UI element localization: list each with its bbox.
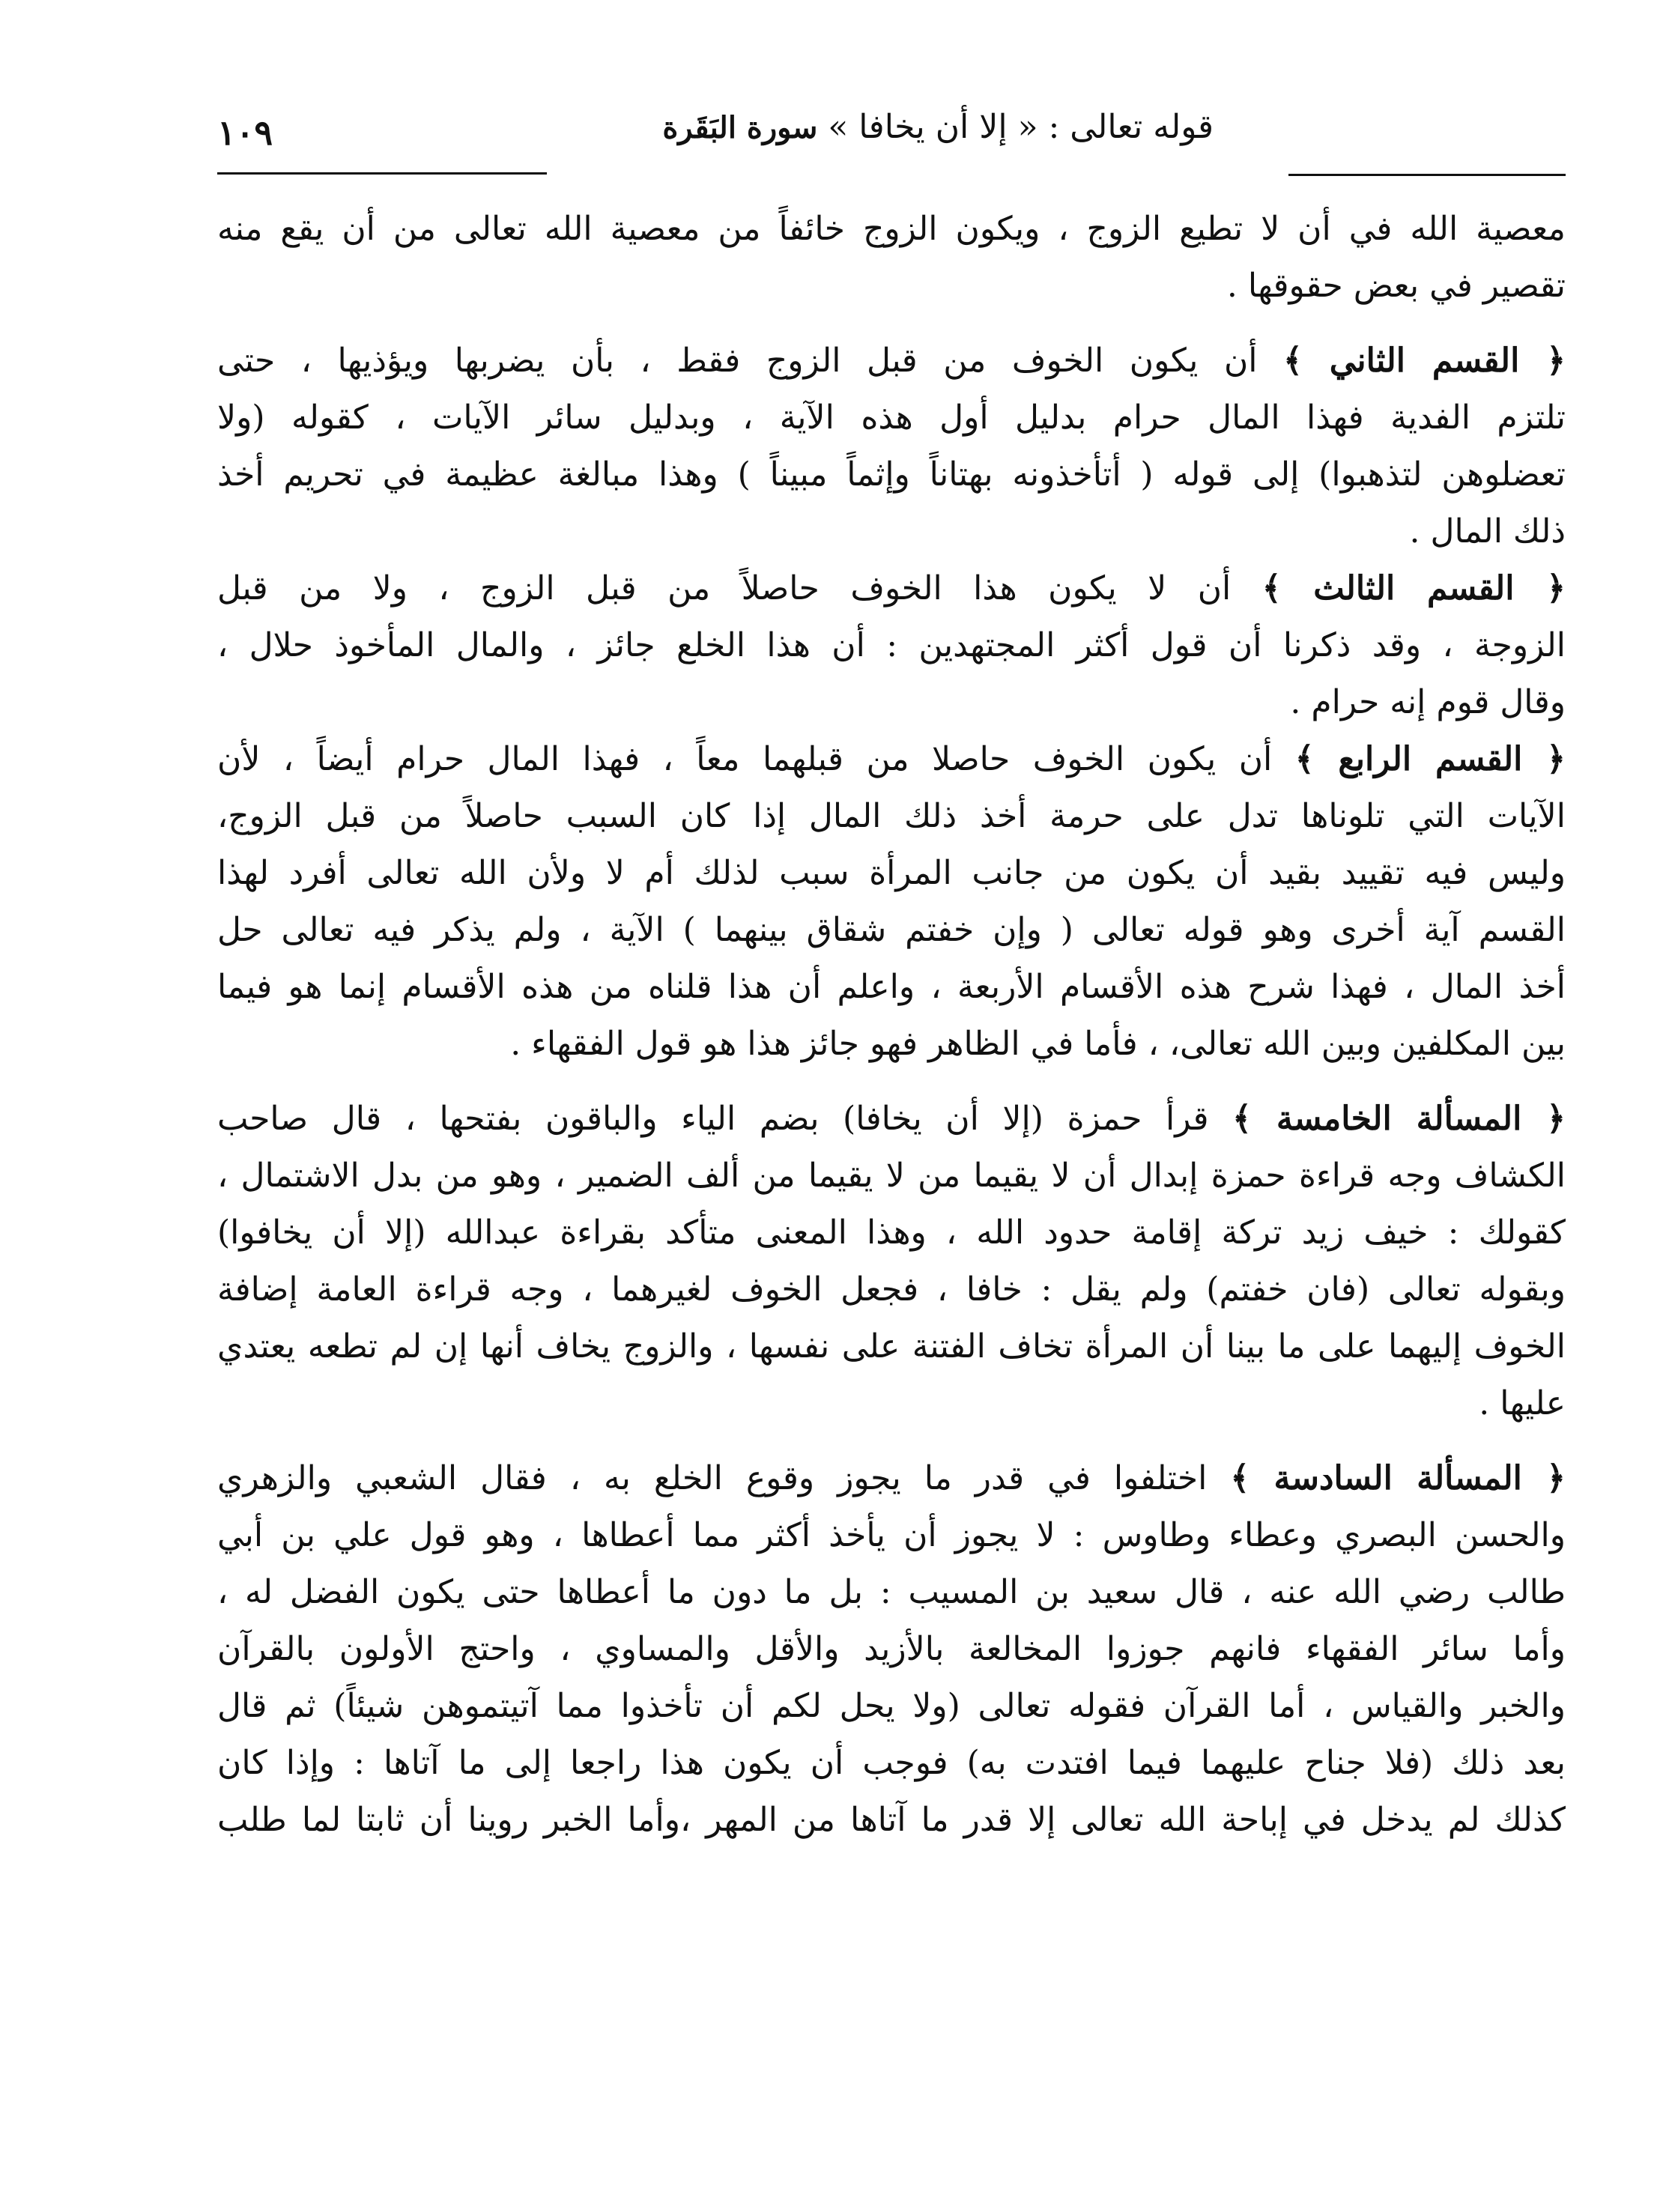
text-line: الزوجة ، وقد ذكرنا أن قول أكثر المجتهدين : أن هذا الخلع جائز ، والمال المأخوذ حلال ،: [217, 626, 1566, 664]
surah-name: سورة البَقَرة: [662, 110, 818, 145]
page-header: [217, 105, 1566, 180]
text-line: والحسن البصري وعطاء وطاوس : لا يجوز أن يأخذ أكثر مما أعطاها ، وهو قول علي بن أبي: [217, 1516, 1566, 1554]
section-heading: ﴿ القسم الثالث ﴾: [1261, 569, 1566, 607]
text-line: أخذ المال ، فهذا شرح هذه الأقسام الأربعة ، واعلم أن هذا قلناه من هذه الأقسام إنما هو فيما: [217, 968, 1566, 1006]
text-line: معصية الله في أن لا تطيع الزوج ، ويكون الزوج خائفاً من معصية الله تعالى من أن يقع منه: [217, 210, 1566, 248]
text-line: الآيات التي تلوناها تدل على حرمة أخذ ذلك المال إذا كان السبب حاصلاً من قبل الزوج،: [217, 797, 1566, 835]
text-line: تلتزم الفدية فهذا المال حرام بدليل أول هذه الآية ، وبدليل سائر الآيات ، كقوله (ولا: [217, 399, 1566, 437]
section-heading: ﴿ القسم الثاني ﴾: [1283, 342, 1566, 380]
text-line: الخوف إليهما على ما بينا أن المرأة تخاف الفتنة على نفسها ، والزوج يخاف أنها إن لم تطعه يعتدي: [217, 1327, 1566, 1366]
text-line: القسم آية أخرى وهو قوله تعالى ( وإن خفتم شقاق بينهما ) الآية ، ولم يذكر فيه تعالى حل: [217, 911, 1566, 949]
text-line: [217, 560, 1566, 617]
paragraph: [217, 1450, 1566, 1849]
text-line: تقصير في بعض حقوقها .: [1226, 267, 1566, 305]
text-line: كذلك لم يدخل في إباحة الله تعالى إلا قدر ما آتاها من المهر ،وأما الخبر روينا أن ثابتا لما طلب: [217, 1801, 1566, 1839]
header-rule-right: [1288, 174, 1566, 176]
text-line: وقال قوم إنه حرام .: [1290, 683, 1566, 721]
text-line: بين المكلفين وبين الله تعالى، ، فأما في الظاهر فهو جائز هذا هو قول الفقهاء .: [510, 1025, 1566, 1063]
text-line: عليها .: [1479, 1384, 1566, 1422]
section-heading: ﴿ المسألة السادسة ﴾: [1230, 1459, 1566, 1497]
text-line: الكشاف وجه قراءة حمزة إبدال أن لا يقيما من لا يقيما من ألف الضمير ، وهو من بدل الاشتمال ،: [217, 1157, 1566, 1195]
text-line: طالب رضي الله عنه ، قال سعيد بن المسيب : بل ما دون ما أعطاها حتى يكون الفضل له ،: [217, 1573, 1566, 1611]
running-title: [662, 108, 1214, 146]
line-text: قرأ حمزة (إلا أن يخافا) بضم الياء والباقون بفتحها ، قال صاحب: [217, 1100, 1209, 1138]
text-line: وبقوله تعالى (فان خفتم) ولم يقل : خافا ، فجعل الخوف لغيرهما ، وجه قراءة العامة إضافة: [217, 1270, 1566, 1309]
text-line: [217, 1091, 1566, 1148]
line-text: أن يكون الخوف حاصلا من قبلهما معاً ، فهذا المال حرام أيضاً ، لأن: [217, 740, 1273, 778]
line-text: اختلفوا في قدر ما يجوز وقوع الخلع به ، فقال الشعبي والزهري: [217, 1459, 1208, 1497]
text-line: وليس فيه تقييد بقيد أن يكون من جانب المرأة سبب لذلك أم لا ولأن الله تعالى أفرد لهذا: [217, 854, 1566, 892]
section-heading: ﴿ القسم الرابع ﴾: [1294, 740, 1566, 778]
paragraph: [217, 333, 1566, 560]
text-line: [217, 1450, 1566, 1507]
text-line: وأما سائر الفقهاء فانهم جوزوا المخالعة بالأزيد والأقل والمساوي ، واحتج الأولون بالقرآن: [217, 1630, 1566, 1668]
text-line: والخبر والقياس ، أما القرآن فقوله تعالى (ولا يحل لكم أن تأخذوا مما آتيتموهن شيئاً) ثم قال: [217, 1687, 1566, 1725]
text-line: [217, 333, 1566, 390]
paragraph: [217, 731, 1566, 1073]
paragraph: [217, 560, 1566, 731]
text-line: بعد ذلك (فلا جناح عليهما فيما افتدت به) فوجب أن يكون هذا راجعا إلى ما آتاها : وإذا كان: [217, 1744, 1566, 1782]
line-text: أن يكون الخوف من قبل الزوج فقط ، بأن يضربها ويؤذيها ، حتى: [217, 342, 1258, 380]
text-line: ذلك المال .: [1409, 512, 1566, 551]
paragraph: [217, 1091, 1566, 1432]
text-line: كقولك : خيف زيد تركة إقامة حدود الله ، وهذا المعنى متأكد بقراءة عبدالله (إلا أن يخافوا): [217, 1213, 1566, 1252]
page-number: ١٠٩: [217, 112, 273, 153]
text-line: تعضلوهن لتذهبوا) إلى قوله ( أتأخذونه بهتاناً وإثماً مبيناً ) وهذا مبالغة عظيمة في تحريم أخذ: [217, 455, 1566, 494]
header-rule-left: [217, 172, 547, 175]
text-line: [217, 731, 1566, 788]
body-text: [217, 201, 1566, 1849]
verse-reference: قوله تعالى : « إلا أن يخافا »: [828, 108, 1214, 146]
line-text: أن لا يكون هذا الخوف حاصلاً من قبل الزوج ، ولا من قبل: [217, 569, 1232, 607]
section-heading: ﴿ المسألة الخامسة ﴾: [1232, 1100, 1566, 1138]
paragraph: [217, 201, 1566, 315]
